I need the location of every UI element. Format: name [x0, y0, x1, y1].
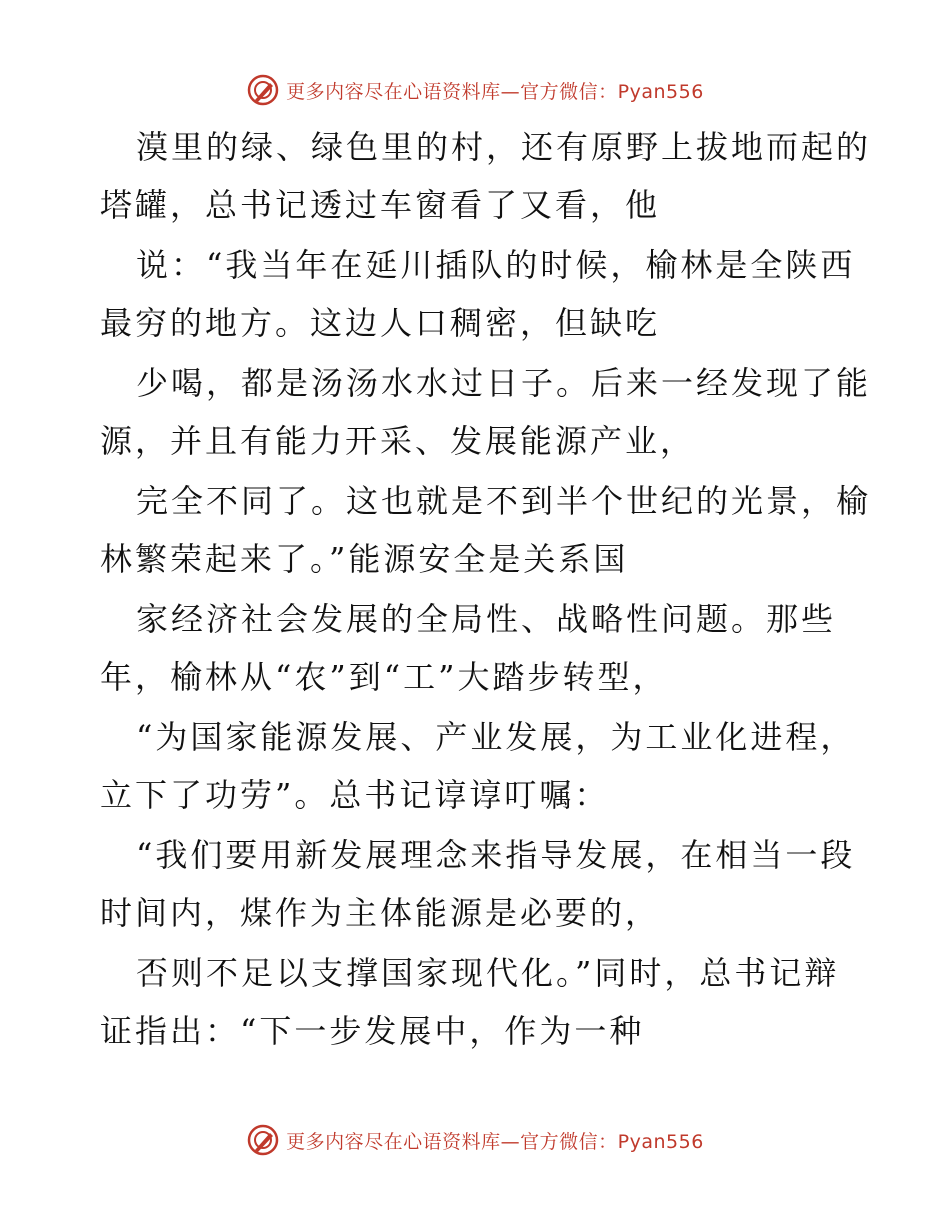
text-line: 时间内，煤作为主体能源是必要的， — [100, 894, 661, 932]
text-line: 说：“我当年在延川插队的时候，榆林是全陕西 — [136, 246, 856, 284]
header-watermark — [0, 70, 950, 110]
text-line: 漠里的绿、绿色里的村，还有原野上拔地而起的 — [136, 128, 872, 166]
text-line: 否则不足以支撑国家现代化。”同时，总书记辩 — [136, 954, 840, 992]
text-line: 源，并且有能力开采、发展能源产业， — [100, 422, 696, 460]
text-line: “我们要用新发展理念来指导发展，在相当一段 — [136, 836, 856, 874]
logo-icon — [246, 1123, 280, 1157]
text-line: 少喝，都是汤汤水水过日子。后来一经发现了能 — [136, 364, 872, 402]
text-line: 最穷的地方。这边人口稠密，但缺吃 — [100, 304, 661, 342]
text-line: 家经济社会发展的全局性、战略性问题。那些 — [136, 600, 837, 638]
logo-icon — [246, 73, 280, 107]
watermark-text: 更多内容尽在心语资料库—官方微信：Pyan556 — [286, 1130, 704, 1153]
text-line: 证指出：“下一步发展中，作为一种 — [100, 1012, 645, 1050]
text-line: 塔罐，总书记透过车窗看了又看，他 — [100, 186, 661, 224]
watermark-text: 更多内容尽在心语资料库—官方微信：Pyan556 — [286, 80, 704, 103]
text-line: “为国家能源发展、产业发展，为工业化进程， — [136, 718, 856, 756]
text-line: 年，榆林从“农”到“工”大踏步转型， — [100, 658, 668, 696]
footer-watermark — [0, 1120, 950, 1160]
text-line: 林繁荣起来了。”能源安全是关系国 — [100, 540, 629, 578]
text-line: 完全不同了。这也就是不到半个世纪的光景，榆 — [136, 482, 872, 520]
text-line: 立下了功劳”。总书记谆谆叮嘱： — [100, 776, 610, 814]
